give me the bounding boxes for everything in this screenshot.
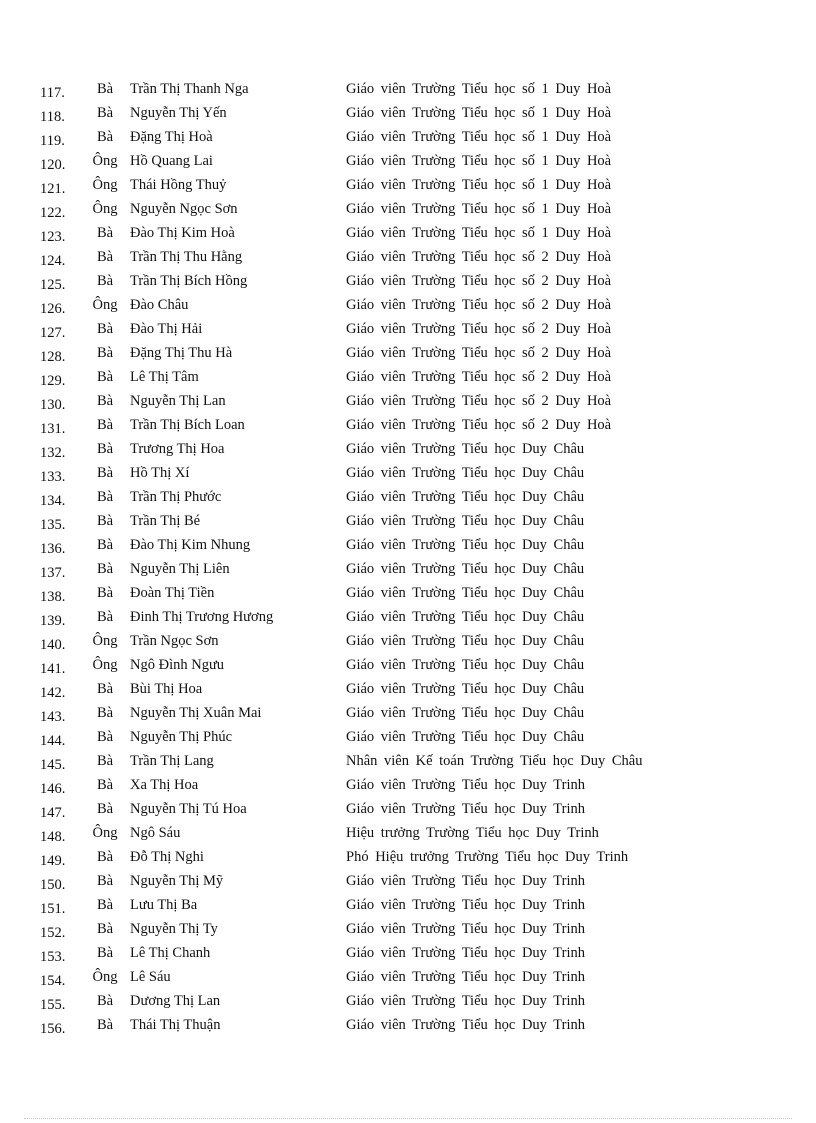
list-item bbox=[0, 557, 816, 581]
person-name: Trần Thị Bích Loan bbox=[130, 417, 245, 433]
job-position: Giáo viên Trường Tiểu học Duy Châu bbox=[346, 489, 585, 505]
list-item bbox=[0, 173, 816, 197]
honorific: Bà bbox=[96, 921, 114, 937]
person-name: Đào Thị Kim Nhung bbox=[130, 537, 251, 553]
job-position: Giáo viên Trường Tiểu học số 2 Duy Hoà bbox=[346, 321, 612, 337]
list-item bbox=[0, 533, 816, 557]
honorific: Bà bbox=[96, 273, 114, 289]
list-item bbox=[0, 581, 816, 605]
person-name: Hồ Thị Xí bbox=[130, 465, 190, 481]
person-name: Thái Thị Thuận bbox=[130, 1017, 221, 1033]
honorific: Bà bbox=[96, 561, 114, 577]
entry-number: 150. bbox=[40, 877, 66, 893]
job-position: Giáo viên Trường Tiểu học số 1 Duy Hoà bbox=[346, 201, 612, 217]
entry-number: 129. bbox=[40, 373, 66, 389]
person-name: Đỗ Thị Nghi bbox=[130, 849, 204, 865]
honorific: Bà bbox=[96, 489, 114, 505]
honorific: Bà bbox=[96, 753, 114, 769]
entry-number: 132. bbox=[40, 445, 66, 461]
honorific: Bà bbox=[96, 345, 114, 361]
entry-number: 126. bbox=[40, 301, 66, 317]
personnel-list bbox=[0, 77, 816, 1037]
person-name: Xa Thị Hoa bbox=[130, 777, 199, 793]
list-item bbox=[0, 917, 816, 941]
entry-number: 154. bbox=[40, 973, 66, 989]
list-item bbox=[0, 1013, 816, 1037]
job-position: Giáo viên Trường Tiểu học số 2 Duy Hoà bbox=[346, 345, 612, 361]
honorific: Bà bbox=[96, 465, 114, 481]
person-name: Đặng Thị Thu Hà bbox=[130, 345, 233, 361]
entry-number: 133. bbox=[40, 469, 66, 485]
person-name: Trần Ngọc Sơn bbox=[130, 633, 219, 649]
honorific: Bà bbox=[96, 321, 114, 337]
list-item bbox=[0, 773, 816, 797]
honorific: Ông bbox=[92, 969, 118, 985]
page-footer-dotted-rule bbox=[24, 1118, 792, 1119]
job-position: Hiệu trưởng Trường Tiểu học Duy Trinh bbox=[346, 825, 599, 841]
list-item bbox=[0, 293, 816, 317]
honorific: Bà bbox=[96, 993, 114, 1009]
honorific: Ông bbox=[92, 153, 118, 169]
person-name: Bùi Thị Hoa bbox=[130, 681, 203, 697]
list-item bbox=[0, 989, 816, 1013]
honorific: Bà bbox=[96, 81, 114, 97]
list-item bbox=[0, 749, 816, 773]
entry-number: 148. bbox=[40, 829, 66, 845]
honorific: Bà bbox=[96, 729, 114, 745]
job-position: Giáo viên Trường Tiểu học Duy Châu bbox=[346, 561, 585, 577]
job-position: Giáo viên Trường Tiểu học Duy Trinh bbox=[346, 777, 585, 793]
list-item bbox=[0, 605, 816, 629]
person-name: Lưu Thị Ba bbox=[130, 897, 198, 913]
list-item bbox=[0, 197, 816, 221]
person-name: Ngô Sáu bbox=[130, 825, 181, 841]
person-name: Trần Thị Bích Hồng bbox=[130, 273, 248, 289]
job-position: Giáo viên Trường Tiểu học số 2 Duy Hoà bbox=[346, 417, 612, 433]
entry-number: 122. bbox=[40, 205, 66, 221]
list-item bbox=[0, 245, 816, 269]
entry-number: 151. bbox=[40, 901, 66, 917]
job-position: Giáo viên Trường Tiểu học Duy Trinh bbox=[346, 969, 585, 985]
entry-number: 144. bbox=[40, 733, 66, 749]
list-item bbox=[0, 797, 816, 821]
list-item bbox=[0, 221, 816, 245]
entry-number: 118. bbox=[40, 109, 65, 125]
honorific: Bà bbox=[96, 609, 114, 625]
honorific: Bà bbox=[96, 369, 114, 385]
person-name: Trần Thị Thanh Nga bbox=[130, 81, 249, 97]
person-name: Nguyễn Thị Tú Hoa bbox=[130, 801, 247, 817]
list-item bbox=[0, 821, 816, 845]
entry-number: 149. bbox=[40, 853, 66, 869]
job-position: Giáo viên Trường Tiểu học số 1 Duy Hoà bbox=[346, 177, 612, 193]
list-item bbox=[0, 965, 816, 989]
entry-number: 120. bbox=[40, 157, 66, 173]
honorific: Ông bbox=[92, 297, 118, 313]
person-name: Đoàn Thị Tiền bbox=[130, 585, 215, 601]
person-name: Đinh Thị Trương Hương bbox=[130, 609, 274, 625]
job-position: Nhân viên Kế toán Trường Tiểu học Duy Châu bbox=[346, 753, 643, 769]
job-position: Giáo viên Trường Tiểu học số 1 Duy Hoà bbox=[346, 81, 612, 97]
list-item bbox=[0, 77, 816, 101]
job-position: Giáo viên Trường Tiểu học số 2 Duy Hoà bbox=[346, 273, 612, 289]
job-position: Giáo viên Trường Tiểu học số 2 Duy Hoà bbox=[346, 297, 612, 313]
honorific: Bà bbox=[96, 393, 114, 409]
person-name: Lê Sáu bbox=[130, 969, 171, 985]
entry-number: 135. bbox=[40, 517, 66, 533]
honorific: Bà bbox=[96, 105, 114, 121]
job-position: Giáo viên Trường Tiểu học Duy Châu bbox=[346, 705, 585, 721]
job-position: Giáo viên Trường Tiểu học số 2 Duy Hoà bbox=[346, 249, 612, 265]
job-position: Giáo viên Trường Tiểu học Duy Trinh bbox=[346, 993, 585, 1009]
job-position: Giáo viên Trường Tiểu học Duy Châu bbox=[346, 657, 585, 673]
entry-number: 131. bbox=[40, 421, 66, 437]
list-item bbox=[0, 341, 816, 365]
list-item bbox=[0, 629, 816, 653]
person-name: Nguyễn Thị Lan bbox=[130, 393, 226, 409]
entry-number: 121. bbox=[40, 181, 66, 197]
person-name: Nguyễn Thị Mỹ bbox=[130, 873, 224, 889]
person-name: Đặng Thị Hoà bbox=[130, 129, 213, 145]
entry-number: 139. bbox=[40, 613, 66, 629]
list-item bbox=[0, 413, 816, 437]
entry-number: 143. bbox=[40, 709, 66, 725]
list-item bbox=[0, 365, 816, 389]
job-position: Giáo viên Trường Tiểu học Duy Trinh bbox=[346, 897, 585, 913]
honorific: Bà bbox=[96, 945, 114, 961]
honorific: Bà bbox=[96, 681, 114, 697]
entry-number: 136. bbox=[40, 541, 66, 557]
entry-number: 124. bbox=[40, 253, 66, 269]
list-item bbox=[0, 101, 816, 125]
honorific: Bà bbox=[96, 537, 114, 553]
list-item bbox=[0, 893, 816, 917]
honorific: Bà bbox=[96, 129, 114, 145]
entry-number: 125. bbox=[40, 277, 66, 293]
person-name: Trần Thị Thu Hằng bbox=[130, 249, 243, 265]
person-name: Nguyễn Thị Liên bbox=[130, 561, 230, 577]
honorific: Bà bbox=[96, 249, 114, 265]
entry-number: 153. bbox=[40, 949, 66, 965]
job-position: Giáo viên Trường Tiểu học Duy Trinh bbox=[346, 945, 585, 961]
list-item bbox=[0, 389, 816, 413]
list-item bbox=[0, 437, 816, 461]
list-item bbox=[0, 461, 816, 485]
honorific: Ông bbox=[92, 177, 118, 193]
job-position: Giáo viên Trường Tiểu học Duy Châu bbox=[346, 537, 585, 553]
person-name: Hồ Quang Lai bbox=[130, 153, 213, 169]
list-item bbox=[0, 725, 816, 749]
job-position: Giáo viên Trường Tiểu học Duy Châu bbox=[346, 513, 585, 529]
honorific: Bà bbox=[96, 873, 114, 889]
job-position: Giáo viên Trường Tiểu học Duy Châu bbox=[346, 441, 585, 457]
list-item bbox=[0, 677, 816, 701]
entry-number: 123. bbox=[40, 229, 66, 245]
job-position: Giáo viên Trường Tiểu học Duy Trinh bbox=[346, 1017, 585, 1033]
entry-number: 127. bbox=[40, 325, 66, 341]
person-name: Đào Châu bbox=[130, 297, 189, 313]
job-position: Giáo viên Trường Tiểu học Duy Châu bbox=[346, 681, 585, 697]
person-name: Nguyễn Thị Yến bbox=[130, 105, 227, 121]
job-position: Phó Hiệu trưởng Trường Tiểu học Duy Trinh bbox=[346, 849, 629, 865]
job-position: Giáo viên Trường Tiểu học Duy Châu bbox=[346, 609, 585, 625]
person-name: Nguyễn Thị Xuân Mai bbox=[130, 705, 262, 721]
entry-number: 155. bbox=[40, 997, 66, 1013]
entry-number: 119. bbox=[40, 133, 65, 149]
list-item bbox=[0, 125, 816, 149]
honorific: Bà bbox=[96, 441, 114, 457]
entry-number: 142. bbox=[40, 685, 66, 701]
honorific: Ông bbox=[92, 201, 118, 217]
list-item bbox=[0, 509, 816, 533]
person-name: Nguyễn Ngọc Sơn bbox=[130, 201, 238, 217]
honorific: Bà bbox=[96, 897, 114, 913]
job-position: Giáo viên Trường Tiểu học Duy Châu bbox=[346, 729, 585, 745]
job-position: Giáo viên Trường Tiểu học Duy Trinh bbox=[346, 921, 585, 937]
honorific: Bà bbox=[96, 849, 114, 865]
person-name: Trương Thị Hoa bbox=[130, 441, 225, 457]
job-position: Giáo viên Trường Tiểu học Duy Châu bbox=[346, 465, 585, 481]
honorific: Bà bbox=[96, 705, 114, 721]
job-position: Giáo viên Trường Tiểu học số 1 Duy Hoà bbox=[346, 225, 612, 241]
list-item bbox=[0, 317, 816, 341]
list-item bbox=[0, 701, 816, 725]
list-item bbox=[0, 485, 816, 509]
list-item bbox=[0, 845, 816, 869]
list-item bbox=[0, 869, 816, 893]
entry-number: 152. bbox=[40, 925, 66, 941]
person-name: Đào Thị Hải bbox=[130, 321, 203, 337]
entry-number: 117. bbox=[40, 85, 65, 101]
job-position: Giáo viên Trường Tiểu học Duy Trinh bbox=[346, 873, 585, 889]
honorific: Bà bbox=[96, 513, 114, 529]
person-name: Thái Hồng Thuỷ bbox=[130, 177, 227, 193]
entry-number: 134. bbox=[40, 493, 66, 509]
person-name: Trần Thị Bé bbox=[130, 513, 201, 529]
person-name: Ngô Đình Ngưu bbox=[130, 657, 225, 673]
honorific: Ông bbox=[92, 633, 118, 649]
list-item bbox=[0, 941, 816, 965]
person-name: Nguyễn Thị Phúc bbox=[130, 729, 233, 745]
list-item bbox=[0, 653, 816, 677]
entry-number: 141. bbox=[40, 661, 66, 677]
person-name: Đào Thị Kim Hoà bbox=[130, 225, 235, 241]
job-position: Giáo viên Trường Tiểu học Duy Châu bbox=[346, 585, 585, 601]
entry-number: 138. bbox=[40, 589, 66, 605]
entry-number: 156. bbox=[40, 1021, 66, 1037]
entry-number: 146. bbox=[40, 781, 66, 797]
person-name: Lê Thị Chanh bbox=[130, 945, 211, 961]
entry-number: 140. bbox=[40, 637, 66, 653]
entry-number: 147. bbox=[40, 805, 66, 821]
entry-number: 145. bbox=[40, 757, 66, 773]
job-position: Giáo viên Trường Tiểu học Duy Trinh bbox=[346, 801, 585, 817]
job-position: Giáo viên Trường Tiểu học số 1 Duy Hoà bbox=[346, 153, 612, 169]
entry-number: 137. bbox=[40, 565, 66, 581]
person-name: Trần Thị Phước bbox=[130, 489, 222, 505]
person-name: Nguyễn Thị Ty bbox=[130, 921, 218, 937]
job-position: Giáo viên Trường Tiểu học số 1 Duy Hoà bbox=[346, 105, 612, 121]
honorific: Bà bbox=[96, 1017, 114, 1033]
entry-number: 130. bbox=[40, 397, 66, 413]
job-position: Giáo viên Trường Tiểu học số 2 Duy Hoà bbox=[346, 369, 612, 385]
list-item bbox=[0, 149, 816, 173]
entry-number: 128. bbox=[40, 349, 66, 365]
person-name: Trần Thị Lang bbox=[130, 753, 214, 769]
person-name: Dương Thị Lan bbox=[130, 993, 221, 1009]
job-position: Giáo viên Trường Tiểu học số 1 Duy Hoà bbox=[346, 129, 612, 145]
list-item bbox=[0, 269, 816, 293]
job-position: Giáo viên Trường Tiểu học số 2 Duy Hoà bbox=[346, 393, 612, 409]
honorific: Ông bbox=[92, 825, 118, 841]
job-position: Giáo viên Trường Tiểu học Duy Châu bbox=[346, 633, 585, 649]
honorific: Bà bbox=[96, 777, 114, 793]
honorific: Bà bbox=[96, 225, 114, 241]
honorific: Bà bbox=[96, 585, 114, 601]
person-name: Lê Thị Tâm bbox=[130, 369, 199, 385]
honorific: Bà bbox=[96, 801, 114, 817]
honorific: Ông bbox=[92, 657, 118, 673]
honorific: Bà bbox=[96, 417, 114, 433]
